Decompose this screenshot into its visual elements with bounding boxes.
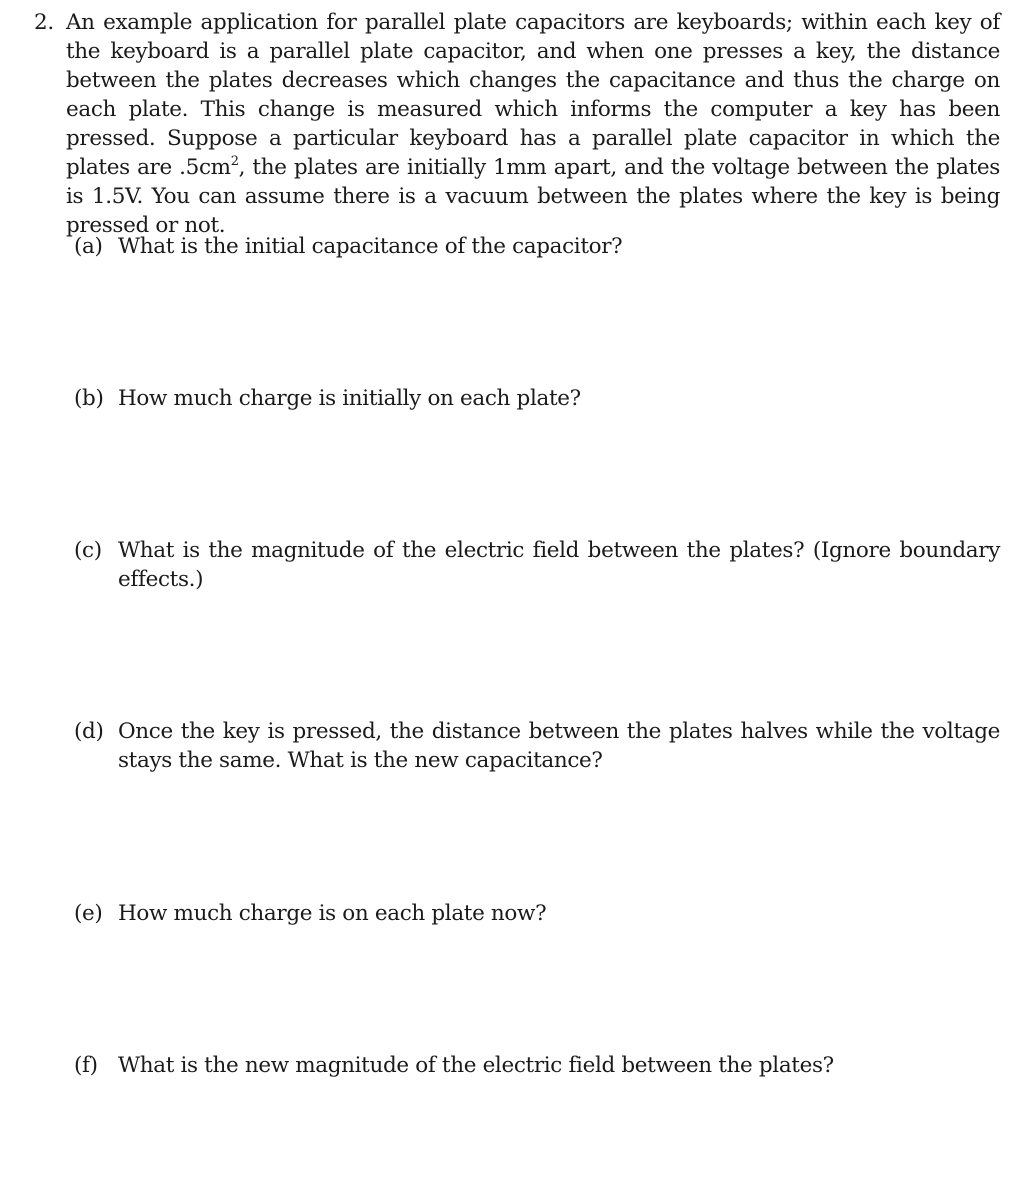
subquestion-label: (b) [74,386,104,411]
subquestion-text: How much charge is initially on each plate? [118,386,581,411]
subquestion-text: How much charge is on each plate now? [118,901,547,926]
subquestion-label: (e) [74,901,103,926]
subquestion-text: Once the key is pressed, the distance between the plates halves while the voltage stays the same. What is the new capacitance? [118,719,1000,773]
subquestion-c [74,536,1000,594]
subquestion-text: What is the initial capacitance of the capacitor? [118,234,623,259]
subquestion-b [74,384,1000,413]
stem-text-part-1: An example application for parallel plate capacitors are keyboards; within each key of the keyboard is a parallel plate capacitor, and when one presses a key, the distance between the plates decreases which changes the capacitance and thus the charge on each plate. This change is measured which informs the computer a key has been pressed. Suppose a particular keyboard has a parallel plate capacitor in which the plates are .5cm [66,10,1000,180]
unit-superscript: 2 [230,154,239,169]
problem-stem [34,8,1000,240]
subquestion-label: (f) [74,1053,98,1078]
subquestion-a [74,232,1000,261]
subquestion-label: (d) [74,719,104,744]
stem-text-part-2: , the plates are initially 1mm apart, and the voltage between the plates is 1.5V. You can assume there is a vacuum between the plates where the key is being pressed or not. [66,155,1000,238]
subquestion-label: (a) [74,234,103,259]
subquestion-d [74,717,1000,775]
subquestion-e [74,899,1000,928]
subquestion-text: What is the magnitude of the electric field between the plates? (Ignore boundary effects.) [118,538,1000,592]
subquestion-label: (c) [74,538,102,563]
subquestion-f [74,1051,1000,1080]
problem-number: 2. [34,10,54,35]
subquestion-text: What is the new magnitude of the electric field between the plates? [118,1053,834,1078]
